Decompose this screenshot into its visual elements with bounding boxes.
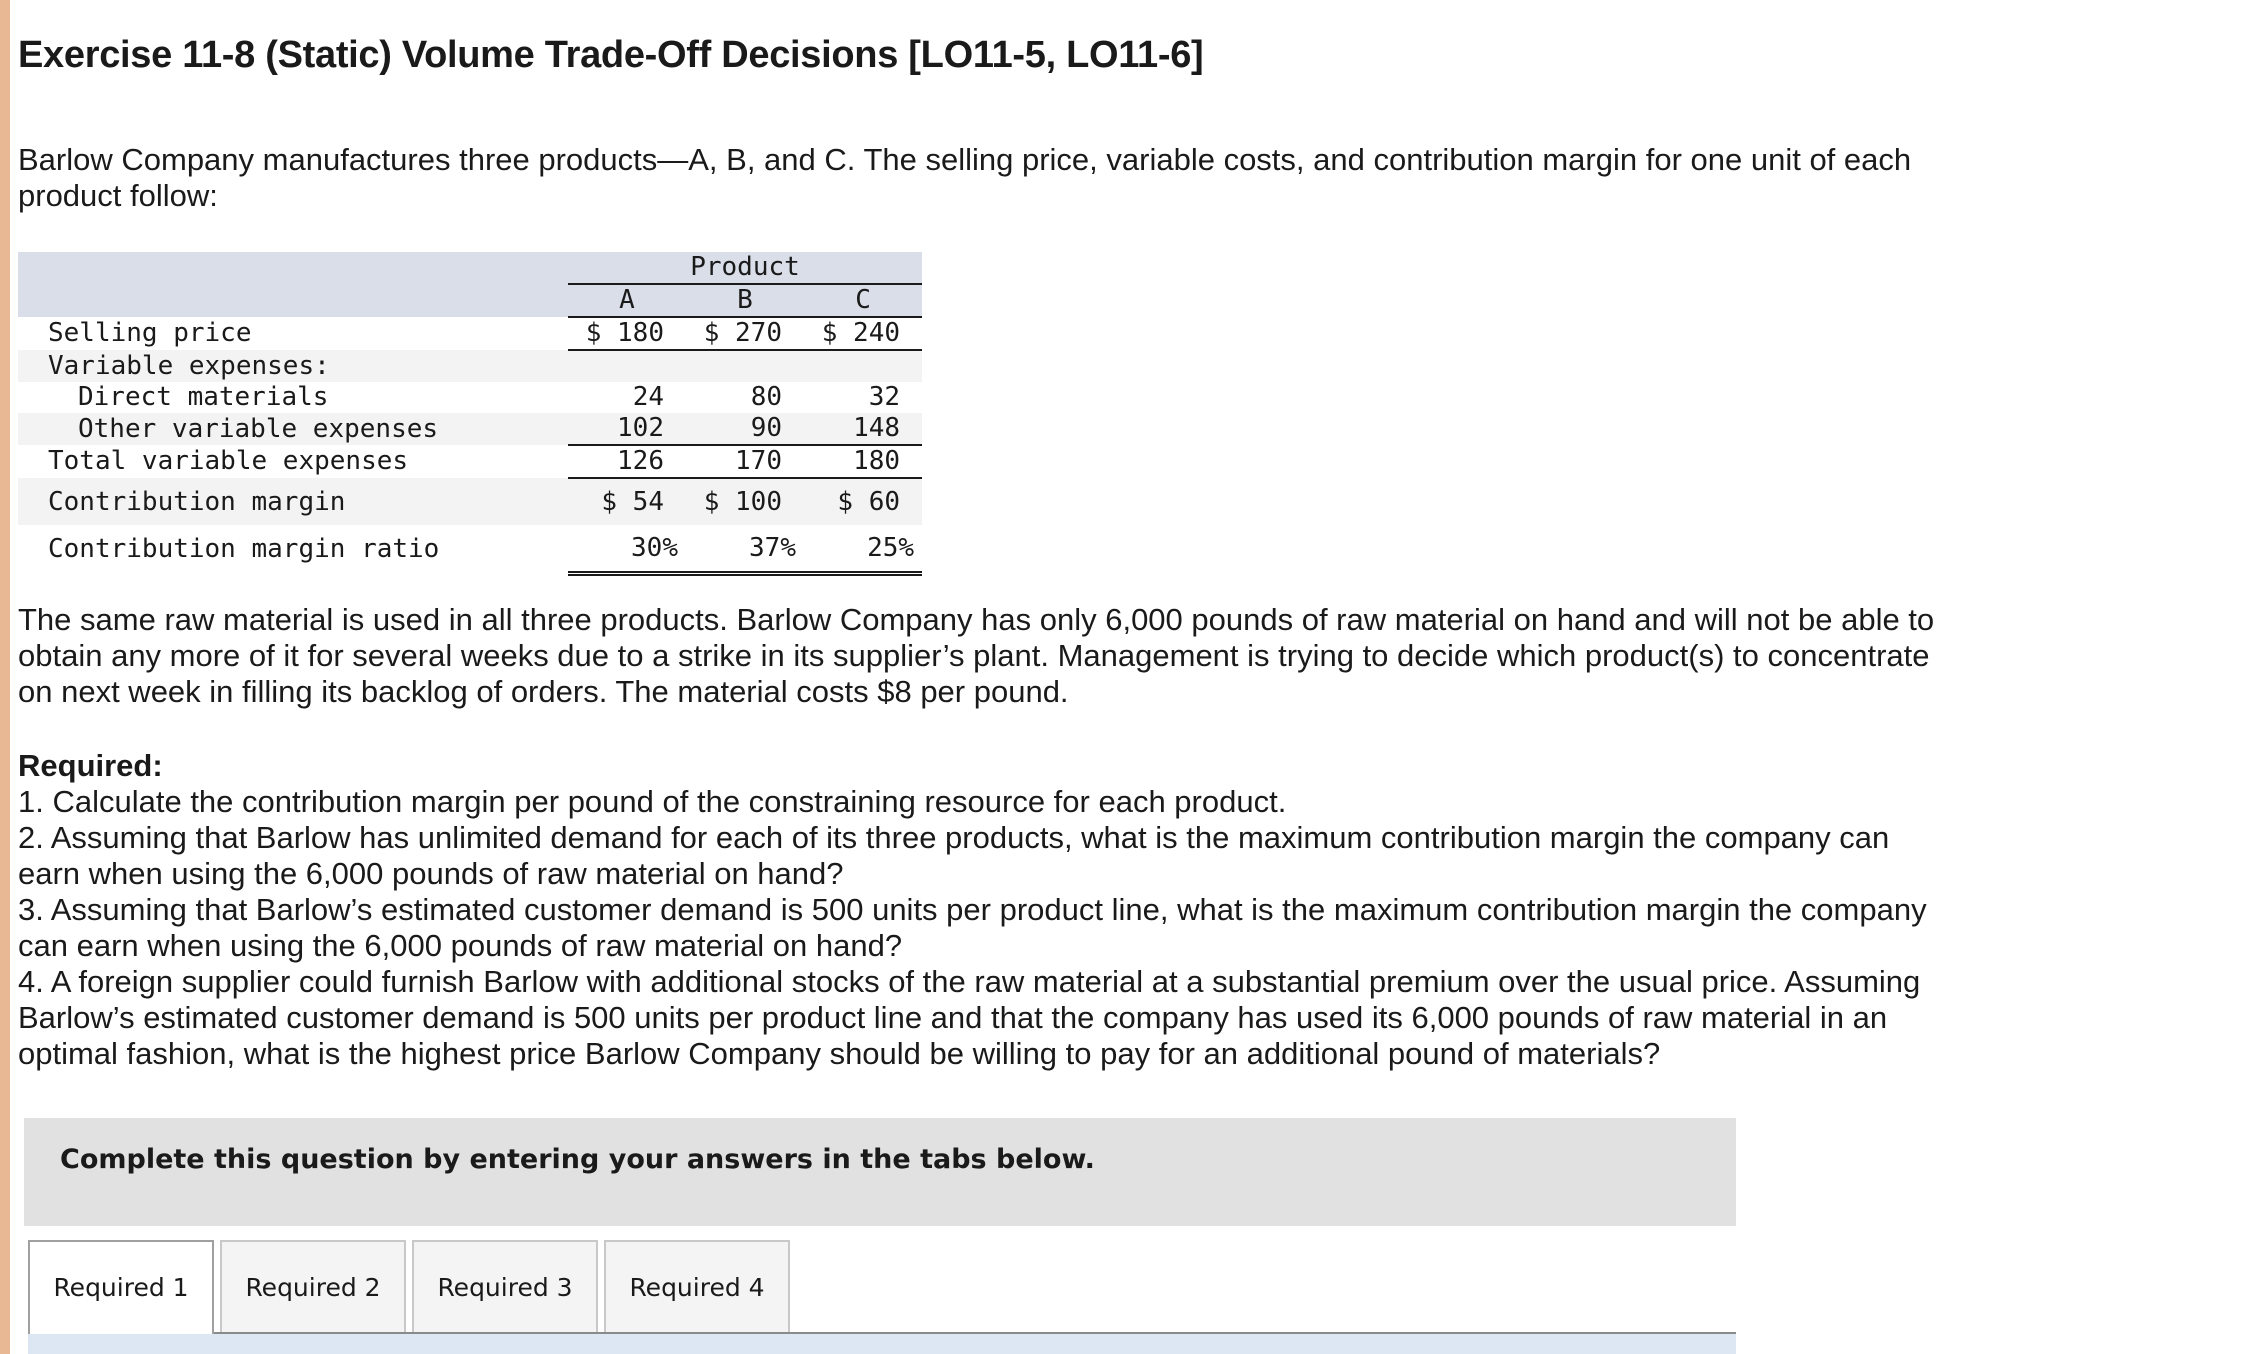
table-row [18,317,922,350]
row-label: Contribution margin ratio [48,534,440,565]
row-label: Variable expenses: [18,350,568,382]
cell-direct-materials-a: 24 [632,382,664,412]
required-heading: Required: [18,748,163,783]
required-item-1: 1. Calculate the contribution margin per pound of the constraining resource for each product. [18,784,1287,819]
cell-total-variable-a: 126 [568,445,686,478]
cell-other-variable-c: 148 [804,413,922,445]
row-label: Direct materials [78,382,329,412]
cell-selling-price-b: $ 270 [686,317,804,350]
answer-instruction: Complete this question by entering your answers in the tabs below. [60,1144,1095,1175]
cell-cm-ratio-a: 30% [568,525,686,574]
cell-selling-price-c: $ 240 [804,317,922,350]
cell-selling-price-a: $ 180 [568,317,686,350]
cell-cm-ratio-c: 25% [804,525,922,574]
cell-direct-materials-c: 32 [868,382,901,412]
cell-cm-ratio-b: 37% [686,525,804,574]
column-header-b: B [686,284,804,317]
table-column-header-row [18,284,922,317]
cell-total-variable-c: 180 [804,445,922,478]
row-label: Other variable expenses [18,413,568,445]
cell-contribution-margin-a: $ 54 [568,478,686,525]
required-item-4: 4. A foreign supplier could furnish Barlow with additional stocks of the raw material at a substantial premium over the usual price. Assuming Barlow’s estimated customer demand is 500 units per product line and that the company has used its 6,000 pounds of raw material in an optimal fashion, what is the highest price Barlow Company should be willing to pay for an additional pound of materials? [18,964,1921,1071]
row-label: Contribution margin [18,478,568,525]
table-row [18,478,922,525]
required-item-3: 3. Assuming that Barlow’s estimated customer demand is 500 units per product line, what is the maximum contribution margin the company can earn when using the 6,000 pounds of raw material on hand? [18,892,1927,963]
table-header-row [18,252,922,284]
table-row [18,382,922,413]
required-tabs [28,1240,1736,1334]
page-title: Exercise 11-8 (Static) Volume Trade-Off Decisions [LO11-5, LO11-6] [18,34,1204,76]
row-label: Selling price [48,318,252,348]
column-header-c: C [804,284,922,317]
required-item-2: 2. Assuming that Barlow has unlimited demand for each of its three products, what is the maximum contribution margin the company can earn when using the 6,000 pounds of raw material on hand? [18,820,1890,891]
tab-required-3[interactable]: Required 3 [412,1240,598,1332]
column-header-a: A [568,284,686,317]
tab-required-1[interactable]: Required 1 [28,1240,214,1334]
material-paragraph: The same raw material is used in all three products. Barlow Company has only 6,000 pounds of raw material on hand and will not be able to obtain any more of it for several weeks due to a strike in its supplier’s plant. Management is trying to decide which product(s) to concentrate on next week in filling its backlog of orders. The material costs $8 per pound. [18,602,1935,709]
cell-direct-materials-b: 80 [750,382,782,412]
product-group-header: Product [568,252,922,284]
cell-contribution-margin-c: $ 60 [804,478,922,525]
cell-total-variable-b: 170 [686,445,804,478]
table-row [18,413,922,445]
cell-other-variable-a: 102 [568,413,686,445]
left-accent-bar [0,0,10,1354]
table-row [18,525,922,574]
cell-contribution-margin-b: $ 100 [686,478,804,525]
product-data-table [18,252,922,576]
cell-other-variable-b: 90 [686,413,804,445]
tab-required-2[interactable]: Required 2 [220,1240,406,1332]
table-row [18,350,922,382]
tab-panel [28,1334,1736,1354]
intro-paragraph: Barlow Company manufactures three products—A, B, and C. The selling price, variable costs, and contribution margin for one unit of each product follow: [18,142,1912,213]
row-label: Total variable expenses [48,446,409,476]
required-section [18,748,1948,1072]
table-row [18,445,922,478]
tab-required-4[interactable]: Required 4 [604,1240,790,1332]
answer-instruction-box [24,1118,1736,1226]
